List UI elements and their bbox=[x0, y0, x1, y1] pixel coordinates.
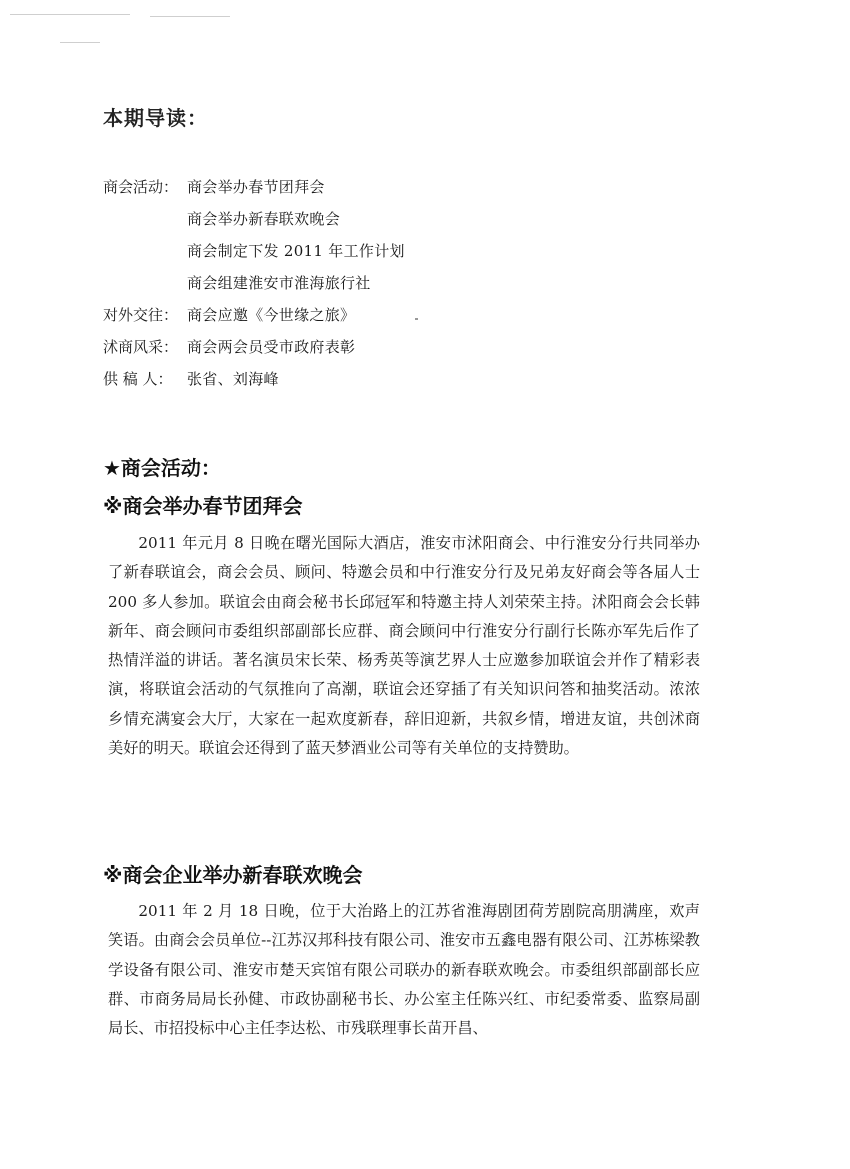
toc-label: 沭商风采： bbox=[103, 338, 179, 356]
toc-item: 商会举办新春联欢晚会 bbox=[187, 210, 341, 228]
toc-label: 商会活动： bbox=[103, 178, 179, 196]
article-title: ※商会企业举办新春联欢晚会 bbox=[103, 863, 363, 887]
intro-heading: 本期导读： bbox=[103, 106, 208, 130]
toc-item: 张省、刘海峰 bbox=[187, 370, 279, 388]
toc-item: 商会应邀《今世缘之旅》 bbox=[187, 306, 356, 324]
article-title: ※商会举办春节团拜会 bbox=[103, 494, 303, 518]
scan-speck bbox=[415, 318, 418, 320]
toc-item: 商会两会员受市政府表彰 bbox=[187, 338, 356, 356]
toc-item: 商会制定下发 2011 年工作计划 bbox=[187, 242, 405, 260]
article-body: 2011 年 2 月 18 日晚，位于大治路上的江苏省淮海剧团荷芳剧院高朋满座，欢声笑语。由商会会员单位--江苏汉邦科技有限公司、淮安市五鑫电器有限公司、江苏栋梁教学设备有限公司、淮安市楚天宾馆有限公司联办的新春联欢晚会。市委组织部副部长应群、市商务局局长孙健、市政协副秘书长、办公室主任陈兴红、市纪委常委、监察局副局长、市招投标中心主任李达松、市残联理事长苗开昌、 bbox=[108, 902, 700, 1038]
toc-item: 商会组建淮安市淮海旅行社 bbox=[187, 274, 371, 292]
scan-mark bbox=[150, 16, 230, 17]
scan-mark bbox=[60, 42, 100, 43]
section-heading: ★商会活动： bbox=[103, 456, 221, 480]
toc-label: 对外交往： bbox=[103, 306, 179, 324]
toc-label: 供 稿 人： bbox=[103, 370, 173, 388]
article-body: 2011 年元月 8 日晚在曙光国际大酒店，淮安市沭阳商会、中行淮安分行共同举办了新春联谊会，商会会员、顾问、特邀会员和中行淮安分行及兄弟友好商会等各届人士 200 多人参加。联谊会由商会秘书长邱冠军和特邀主持人刘荣荣主持。沭阳商会会长韩新年、商会顾问市委组织部副部长应群、商会顾问中行淮安分行副行长陈亦军先后作了热情洋溢的讲话。著名演员宋长荣、杨秀英等演艺界人士应邀参加联谊会并作了精彩表演，将联谊会活动的气氛推向了高潮，联谊会还穿插了有关知识问答和抽奖活动。浓浓乡情充满宴会大厅，大家在一起欢度新春，辞旧迎新，共叙乡情，增进友谊，共创沭商美好的明天。联谊会还得到了蓝天梦酒业公司等有关单位的支持赞助。 bbox=[108, 534, 700, 758]
toc-item: 商会举办春节团拜会 bbox=[187, 178, 325, 196]
scan-mark bbox=[10, 14, 130, 15]
